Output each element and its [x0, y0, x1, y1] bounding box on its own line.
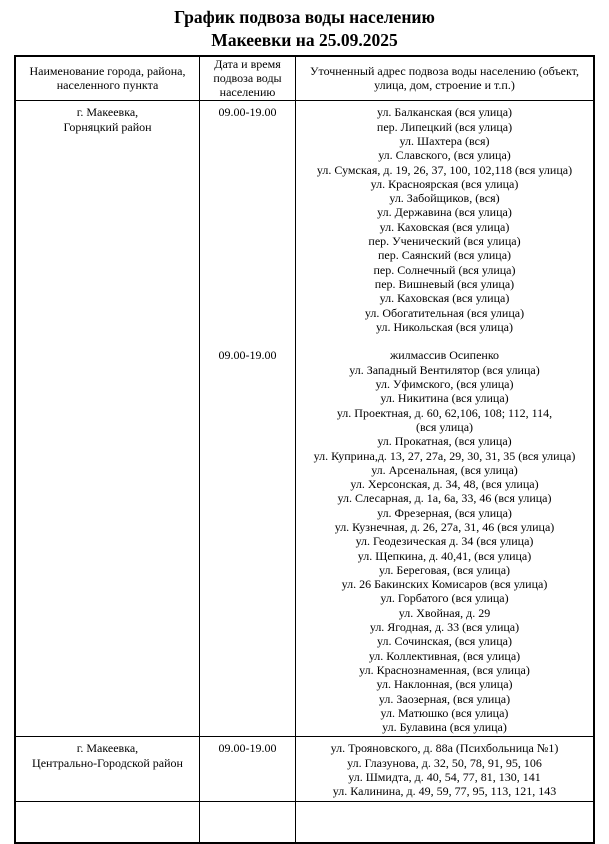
header-text-line: улица, дом, строение и т.п.)	[374, 77, 515, 92]
address-line: ул. Уфимского, (вся улица)	[375, 377, 514, 392]
location-line: Горняцкий район	[63, 119, 152, 134]
address-line: ул. Калинина, д. 49, 59, 77, 95, 113, 121, 143	[332, 784, 557, 799]
address-line: ул. Щепкина, д. 40,41, (вся улица)	[357, 548, 532, 563]
header-text-line: подвоза воды	[213, 70, 282, 85]
address-line: ул. Заозерная, (вся улица)	[378, 691, 511, 706]
time-cell	[200, 802, 296, 842]
address-line: ул. Державина (вся улица)	[377, 205, 512, 220]
address-line: ул. Слесарная, д. 1а, 6а, 33, 46 (вся улица)	[337, 491, 552, 506]
address-line: (вся улица)	[415, 419, 474, 434]
address-line: ул. Каховская (вся улица)	[379, 291, 510, 306]
location-cell	[16, 101, 200, 736]
schedule-table	[14, 55, 595, 844]
address-line: ул. Забойщиков, (вся)	[389, 191, 500, 206]
document-page	[0, 6, 609, 806]
address-line: ул. Краснознаменная, (вся улица)	[359, 662, 530, 677]
address-line: ул. Булавина (вся улица)	[382, 720, 507, 735]
location-line: г. Макеевка,	[76, 741, 139, 756]
row-blocks	[200, 802, 593, 842]
table-row	[16, 801, 593, 842]
time-cell	[200, 101, 296, 334]
address-line: ул. Прокатная, (вся улица)	[377, 434, 512, 449]
address-line: ул. Никитина (вся улица)	[380, 391, 509, 406]
schedule-block	[200, 334, 593, 736]
address-line: пер. Ученический (вся улица)	[368, 234, 521, 249]
address-line: ул. Арсенальная, (вся улица)	[371, 462, 518, 477]
table-row	[16, 736, 593, 800]
address-line: ул. Шмидта, д. 40, 54, 77, 81, 130, 141	[348, 770, 541, 785]
address-line: ул. Куприна,д. 13, 27, 27а, 29, 30, 31, 35 (вся улица)	[313, 448, 576, 463]
address-line: ул. Проектная, д. 60, 62,106, 108; 112, 114,	[336, 405, 553, 420]
address-line: ул. Ягодная, д. 33 (вся улица)	[369, 620, 520, 635]
address-line: пер. Саянский (вся улица)	[377, 248, 512, 263]
schedule-block	[200, 737, 593, 800]
page-title	[0, 6, 609, 52]
address-cell	[296, 802, 593, 842]
schedule-block	[200, 802, 593, 842]
address-line: ул. Кузнечная, д. 26, 27а, 31, 46 (вся улица)	[334, 520, 555, 534]
address-line: пер. Вишневый (вся улица)	[374, 276, 515, 291]
address-line: ул. Горбатого (вся улица)	[380, 591, 509, 606]
header-text-line: Уточненный адрес подвоза воды населению (объект,	[309, 63, 580, 78]
address-line: ул. Сочинская, (вся улица)	[377, 634, 512, 649]
header-text-line: населенного пункта	[56, 77, 159, 92]
address-line: пер. Липецкий (вся улица)	[376, 119, 513, 134]
address-line: ул. Херсонская, д. 34, 48, (вся улица)	[350, 477, 539, 492]
row-blocks	[200, 737, 593, 800]
address-line: ул. Западный Вентилятор (вся улица)	[349, 362, 540, 377]
address-line: ул. Фрезерная, (вся улица)	[377, 505, 512, 520]
address-line: ул. Шахтера (вся)	[399, 133, 490, 148]
header-text-line: Наименование города, района,	[29, 63, 186, 78]
location-cell	[16, 737, 200, 800]
address-line: ул. Коллективная, (вся улица)	[368, 648, 521, 663]
time-cell	[200, 334, 296, 736]
page-title-line-1: График подвоза воды населению	[174, 7, 435, 27]
location-line: Центрально-Городской район	[32, 755, 183, 770]
time-value: 09.00-19.00	[218, 105, 277, 120]
address-line: ул. Обогатительная (вся улица)	[364, 305, 525, 320]
address-line: ул. Балканская (вся улица)	[376, 105, 513, 120]
address-cell	[296, 101, 593, 334]
header-cell-address	[296, 57, 593, 100]
address-line: жилмассив Осипенко	[389, 348, 500, 363]
page-title-line-2: Макеевки на 25.09.2025	[211, 30, 398, 50]
header-cell-datetime	[200, 57, 296, 100]
address-line: ул. Никольская (вся улица)	[376, 319, 513, 334]
location-line: г. Макеевка,	[76, 105, 139, 120]
header-text-line: населению	[219, 84, 276, 99]
schedule-block	[200, 101, 593, 334]
header-text-line: Дата и время	[214, 57, 281, 71]
address-line: ул. Глазунова, д. 32, 50, 78, 91, 95, 106	[347, 755, 542, 770]
address-cell	[296, 737, 593, 800]
address-line: ул. Наклонная, (вся улица)	[376, 677, 513, 692]
address-line: ул. Славского, (вся улица)	[378, 148, 511, 163]
address-line: ул. Сумская, д. 19, 26, 37, 100, 102,118 (вся улица)	[316, 162, 573, 177]
address-line: пер. Солнечный (вся улица)	[373, 262, 516, 277]
address-line: ул. Красноярская (вся улица)	[370, 176, 519, 191]
table-row	[16, 100, 593, 736]
address-line: ул. 26 Бакинских Комисаров (вся улица)	[341, 577, 548, 592]
address-line: ул. Береговая, (вся улица)	[378, 562, 511, 577]
address-line: ул. Геодезическая д. 34 (вся улица)	[355, 534, 534, 549]
header-cell-location	[16, 57, 200, 100]
address-line: ул. Каховская (вся улица)	[379, 219, 510, 234]
address-line: ул. Хвойная, д. 29	[398, 605, 491, 620]
location-cell	[16, 802, 200, 842]
time-value: 09.00-19.00	[218, 741, 277, 756]
row-blocks	[200, 101, 593, 736]
time-cell	[200, 737, 296, 800]
time-value: 09.00-19.00	[218, 348, 277, 363]
address-line: ул. Матюшко (вся улица)	[380, 705, 509, 720]
address-line: ул. Трояновского, д. 88а (Психбольница №1)	[330, 741, 559, 756]
address-cell	[296, 334, 593, 736]
table-header-row	[16, 57, 593, 100]
